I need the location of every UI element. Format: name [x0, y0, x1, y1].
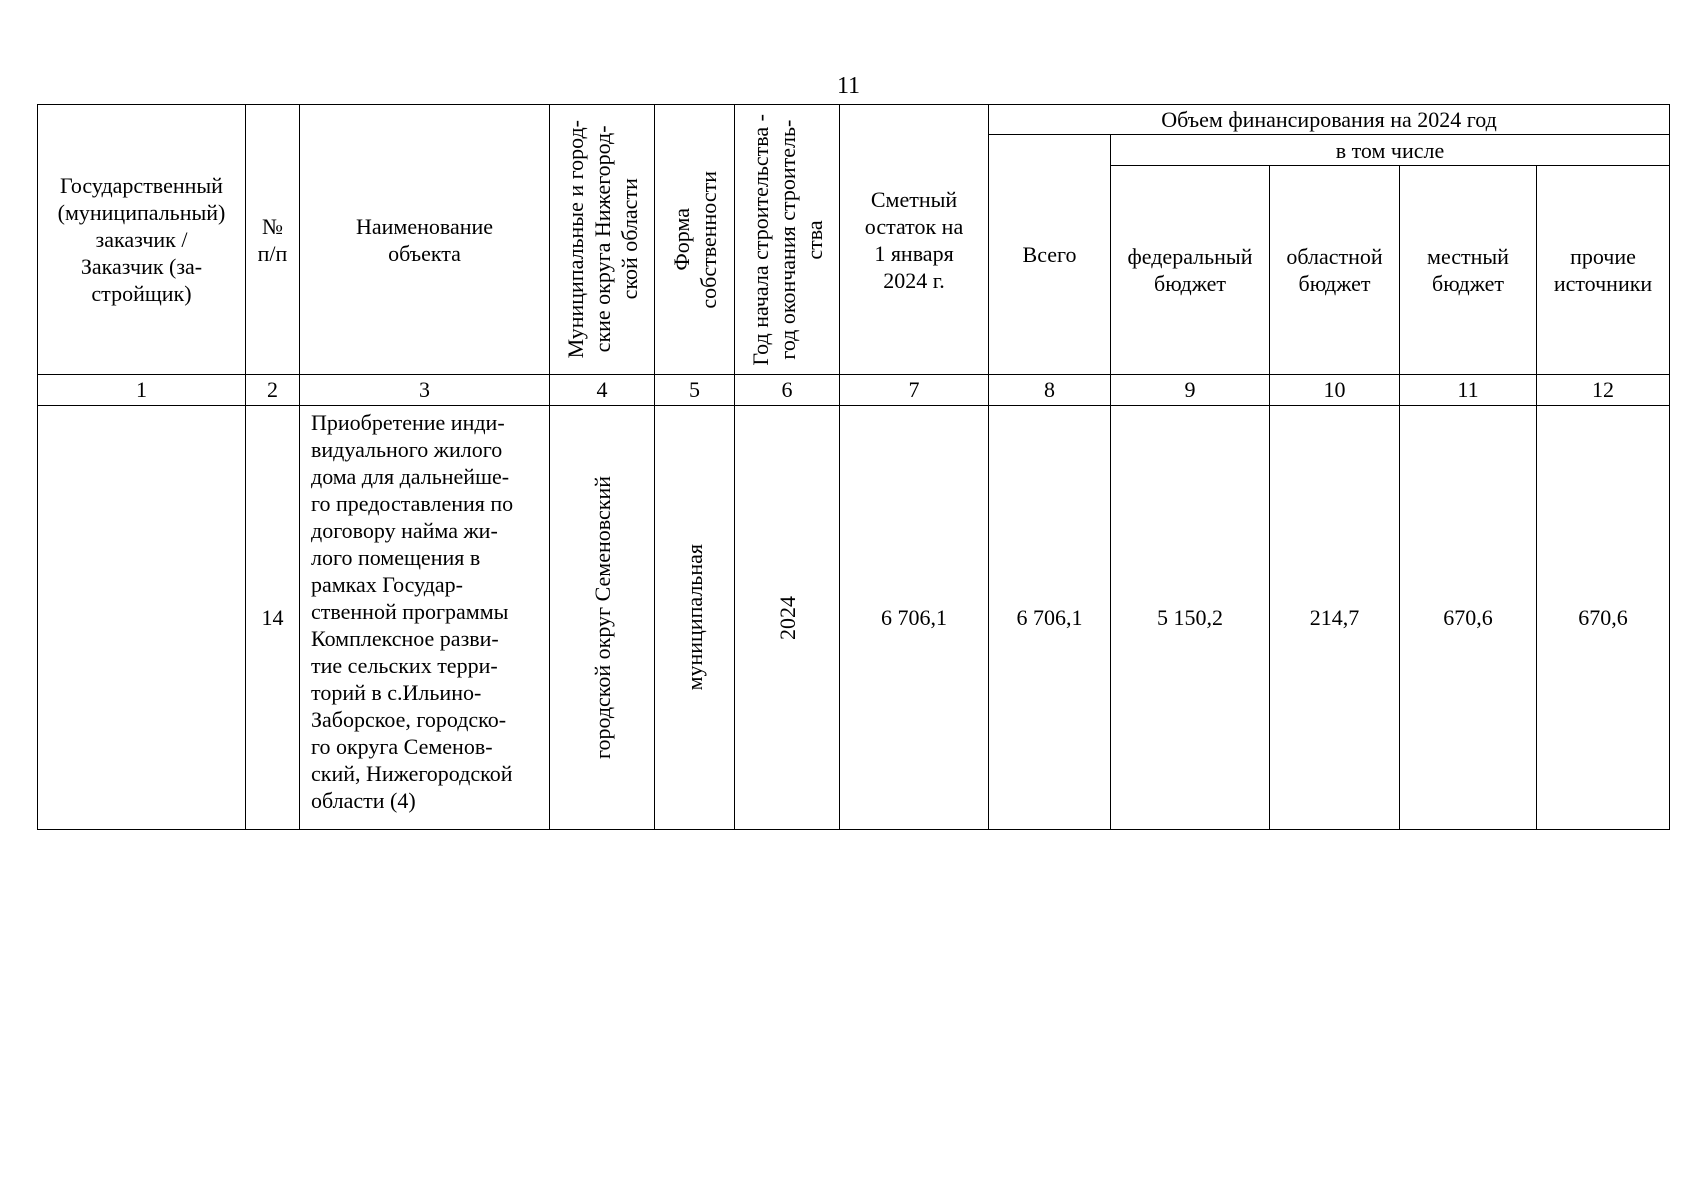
header-estimated-balance: Сметный остаток на 1 января 2024 г.: [840, 105, 989, 375]
cell-other: 670,6: [1537, 406, 1670, 830]
column-number: 1: [38, 375, 246, 406]
header-municipalities: [550, 105, 655, 375]
cell-federal: 5 150,2: [1111, 406, 1270, 830]
header-object-name: Наименование объекта: [300, 105, 550, 375]
cell-municipality: [550, 406, 655, 830]
cell-total: 6 706,1: [989, 406, 1111, 830]
header-number: № п/п: [246, 105, 300, 375]
header-local: местный бюджет: [1400, 166, 1537, 375]
column-number: 6: [735, 375, 840, 406]
cell-municipality-text: городской округ Семеновский: [589, 476, 615, 759]
header-municipalities-text: Муниципальные и город- ские округа Нижегород- ской области: [562, 120, 642, 359]
cell-regional: 214,7: [1270, 406, 1400, 830]
cell-ownership: [655, 406, 735, 830]
header-total: Всего: [989, 135, 1111, 375]
header-customer: Государственный (муниципальный) заказчик / Заказчик (за- стройщик): [38, 105, 246, 375]
header-regional: областной бюджет: [1270, 166, 1400, 375]
cell-years-text: 2024: [774, 595, 800, 640]
column-number: 9: [1111, 375, 1270, 406]
cell-local: 670,6: [1400, 406, 1537, 830]
cell-object-name: Приобретение инди- видуального жилого дома для дальнейше- го предоставления по договору найма жи- лого помещения в рамках Государ- ственной программы Комплексное разви- тие сельских терри- торий в с.Ильино- Заборское, городско- го округа Семенов- ский, Нижегородской области (4): [300, 406, 550, 830]
column-number: 4: [550, 375, 655, 406]
header-ownership: [655, 105, 735, 375]
column-number: 5: [655, 375, 735, 406]
column-number: 8: [989, 375, 1111, 406]
header-federal: федеральный бюджет: [1111, 166, 1270, 375]
header-row-top: [38, 105, 1670, 135]
cell-years: [735, 406, 840, 830]
cell-number: 14: [246, 406, 300, 830]
header-other: прочие источники: [1537, 166, 1670, 375]
header-funding-group: Объем финансирования на 2024 год: [989, 105, 1670, 135]
column-number: 2: [246, 375, 300, 406]
column-number: 3: [300, 375, 550, 406]
column-number-row: [38, 375, 1670, 406]
column-number: 7: [840, 375, 989, 406]
column-number: 11: [1400, 375, 1537, 406]
cell-customer: [38, 406, 246, 830]
financing-table: [37, 104, 1670, 830]
column-number: 12: [1537, 375, 1670, 406]
column-number: 10: [1270, 375, 1400, 406]
header-years-text: Год начала строительства - год окончания строитель- ства: [747, 113, 827, 366]
table-row: [38, 406, 1670, 830]
header-years: [735, 105, 840, 375]
header-ownership-text: Форма собственности: [668, 170, 721, 309]
cell-estimated-balance: 6 706,1: [840, 406, 989, 830]
cell-ownership-text: муниципальная: [682, 544, 707, 691]
page-number: 11: [836, 73, 861, 99]
header-including: в том числе: [1111, 135, 1670, 166]
